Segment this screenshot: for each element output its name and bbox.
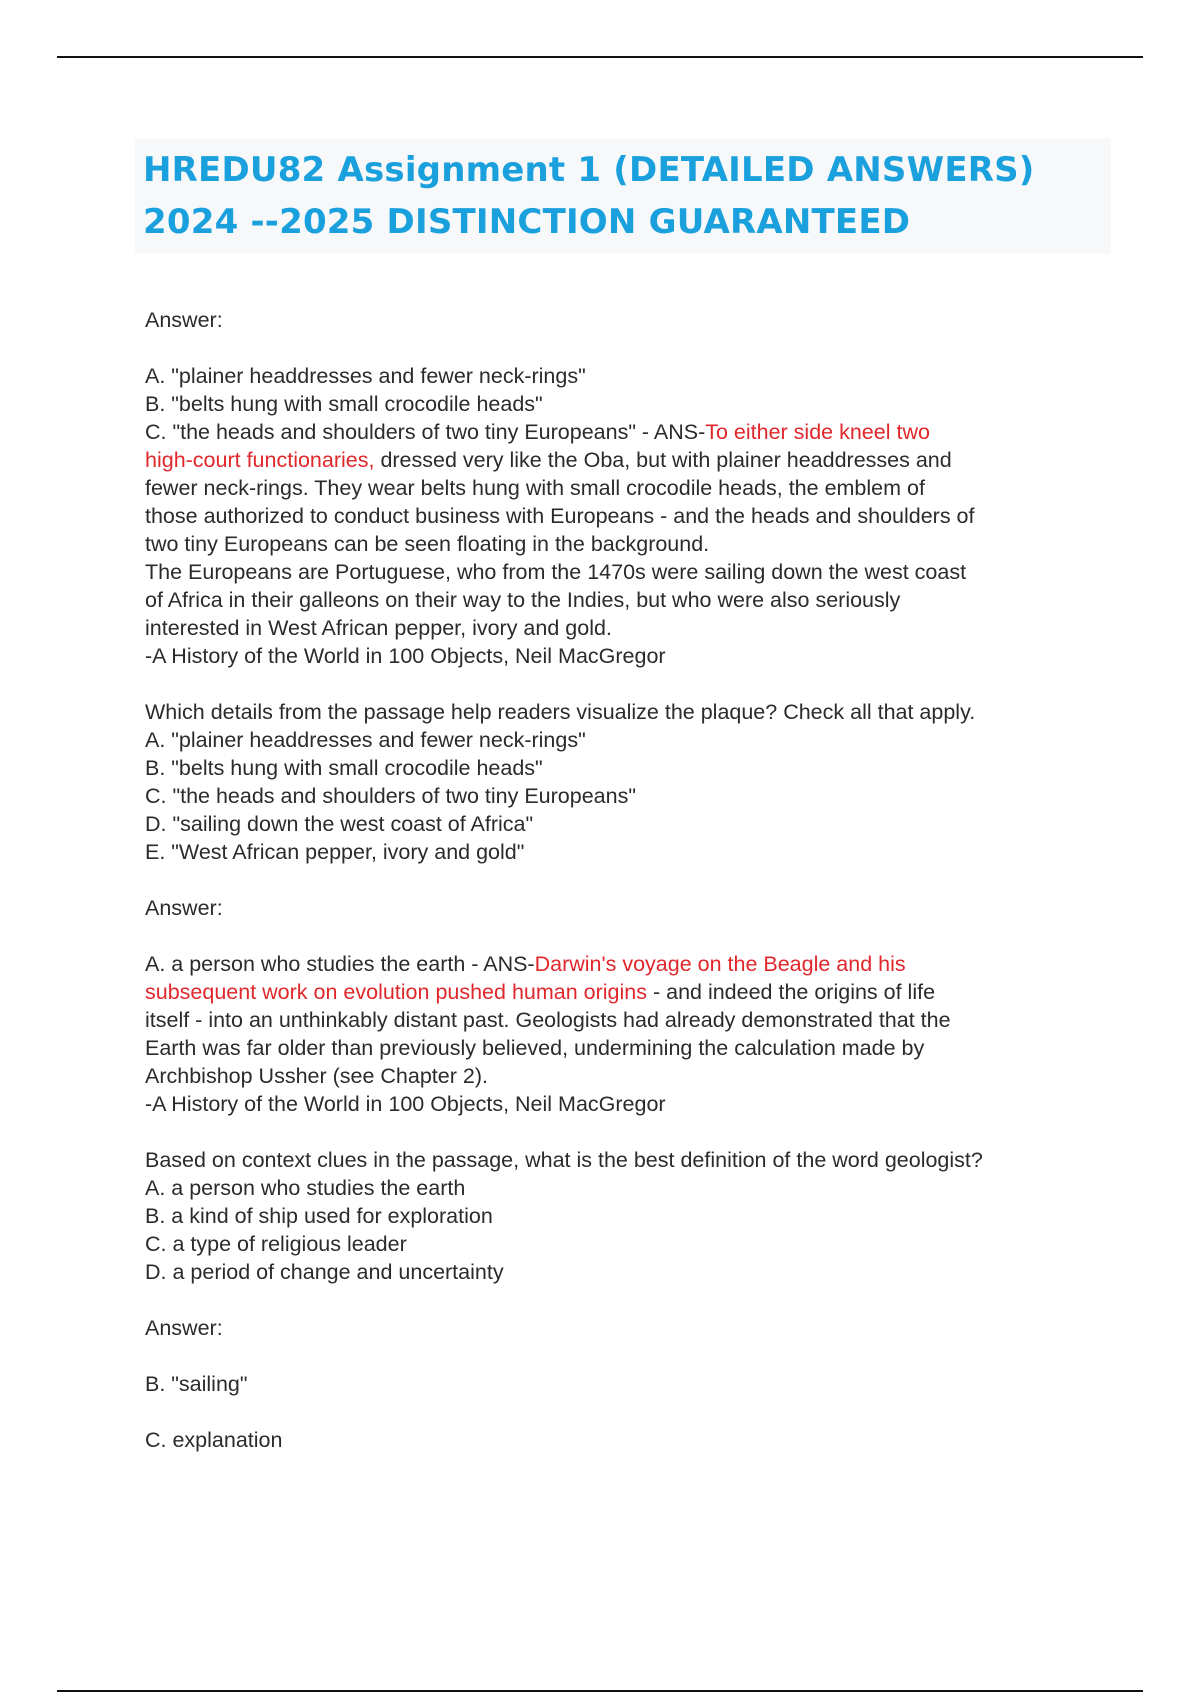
choice-item: D. "sailing down the west coast of Africa"	[145, 812, 534, 836]
answer-option-with-passage	[145, 418, 1085, 446]
answer-label: Answer:	[145, 896, 223, 920]
answer-label: Answer:	[145, 1316, 223, 1340]
choice-item: C. "the heads and shoulders of two tiny Europeans"	[145, 784, 636, 808]
passage-line: itself - into an unthinkably distant past. Geologists had already demonstrated that the	[145, 1008, 951, 1032]
passage-source: -A History of the World in 100 Objects, Neil MacGregor	[145, 1092, 666, 1116]
passage-line: of Africa in their galleons on their way to the Indies, but who were also seriously	[145, 588, 901, 612]
question-text: Which details from the passage help readers visualize the plaque? Check all that apply.	[145, 700, 976, 724]
answer-option: B. "sailing"	[145, 1372, 248, 1396]
answer-option: C. explanation	[145, 1428, 283, 1452]
choice-item: A. a person who studies the earth	[145, 1176, 466, 1200]
bottom-divider	[57, 1690, 1143, 1692]
passage-line: fewer neck-rings. They wear belts hung with small crocodile heads, the emblem of	[145, 476, 925, 500]
passage-line: two tiny Europeans can be seen floating in the background.	[145, 532, 710, 556]
choice-item: B. a kind of ship used for exploration	[145, 1204, 493, 1228]
choice-item: B. "belts hung with small crocodile heads"	[145, 756, 543, 780]
title-line-2: 2024 --2025 DISTINCTION GUARANTEED	[143, 202, 911, 242]
answer-option-prefix: A. a person who studies the earth - ANS-	[145, 952, 535, 976]
highlighted-passage: To either side kneel two	[705, 420, 930, 444]
answer-option-with-passage	[145, 950, 1085, 978]
title-line-1: HREDU82 Assignment 1 (DETAILED ANSWERS)	[143, 150, 1035, 190]
passage-line: interested in West African pepper, ivory and gold.	[145, 616, 612, 640]
choice-item: A. "plainer headdresses and fewer neck-rings"	[145, 728, 586, 752]
passage-source: -A History of the World in 100 Objects, Neil MacGregor	[145, 644, 666, 668]
passage-text: - and indeed the origins of life	[647, 980, 936, 1004]
highlighted-passage: high-court functionaries,	[145, 448, 375, 472]
choice-item: D. a period of change and uncertainty	[145, 1260, 504, 1284]
highlighted-passage: Darwin's voyage on the Beagle and his	[534, 952, 906, 976]
answer-label: Answer:	[145, 308, 223, 332]
answer-option-prefix: C. "the heads and shoulders of two tiny Europeans" - ANS-	[145, 420, 706, 444]
document-title	[135, 138, 1111, 254]
passage-line	[145, 978, 1085, 1006]
question-text: Based on context clues in the passage, what is the best definition of the word geologist?	[145, 1148, 983, 1172]
highlighted-passage: subsequent work on evolution pushed human origins	[145, 980, 647, 1004]
choice-item: C. a type of religious leader	[145, 1232, 407, 1256]
top-divider	[57, 56, 1143, 58]
passage-text: dressed very like the Oba, but with plainer headdresses and	[374, 448, 952, 472]
choice-item: E. "West African pepper, ivory and gold"	[145, 840, 525, 864]
passage-line	[145, 446, 1085, 474]
passage-line: Earth was far older than previously believed, undermining the calculation made by	[145, 1036, 925, 1060]
answer-option: B. "belts hung with small crocodile heads"	[145, 392, 543, 416]
document-body	[145, 306, 1085, 1454]
passage-line: those authorized to conduct business with Europeans - and the heads and shoulders of	[145, 504, 975, 528]
answer-option: A. "plainer headdresses and fewer neck-rings"	[145, 364, 586, 388]
passage-line: Archbishop Ussher (see Chapter 2).	[145, 1064, 488, 1088]
passage-line: The Europeans are Portuguese, who from the 1470s were sailing down the west coast	[145, 560, 967, 584]
